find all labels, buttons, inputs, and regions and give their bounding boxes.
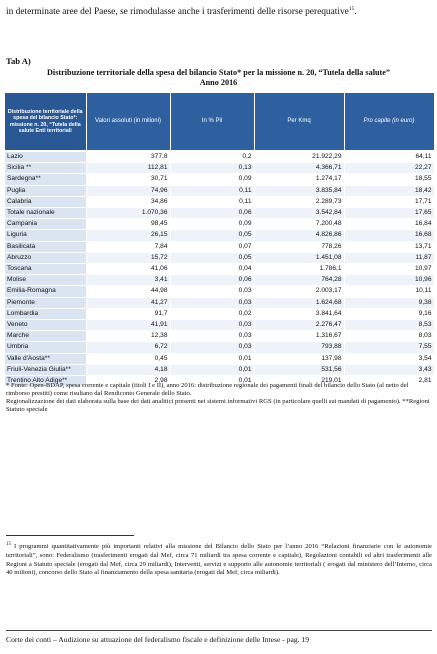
footnote (6, 541, 432, 578)
table-caption-year: Anno 2016 (199, 78, 238, 87)
table-row (5, 185, 434, 196)
region-cell: Piemonte (5, 297, 86, 308)
value-cell: 12,38 (86, 331, 170, 342)
value-cell: 13,71 (344, 241, 434, 252)
value-cell: 17,71 (344, 196, 434, 207)
value-cell: 0,03 (170, 331, 254, 342)
value-cell: 10,97 (344, 264, 434, 275)
value-cell: 11,87 (344, 252, 434, 263)
value-cell: 16,68 (344, 230, 434, 241)
intro-trailing: . (354, 7, 357, 18)
source-line: * Fonte: Open-BDAP, spesa corrente e capitale (titoli I e II), anno 2016: distribuzione regionale dei pagamenti finali del bilancio dello Stato (al netto del rimborso prestiti) come risultano dal Rendiconto Generale dello Stato. (6, 382, 409, 397)
value-cell: 0,13 (170, 163, 254, 174)
value-cell: 0,03 (170, 286, 254, 297)
value-cell: 137,98 (254, 353, 344, 364)
region-cell: Trentino Alto Adige** (5, 376, 86, 387)
region-cell: Calabria (5, 196, 86, 207)
value-cell: 1.786,1 (254, 264, 344, 275)
region-cell: Campania (5, 219, 86, 230)
intro-paragraph (6, 2, 430, 19)
value-cell: 2.276,47 (254, 320, 344, 331)
value-cell: 0,05 (170, 252, 254, 263)
value-cell: 17,65 (344, 208, 434, 219)
value-cell: 18,42 (344, 185, 434, 196)
value-cell: 2,81 (344, 376, 434, 387)
table-row (5, 286, 434, 297)
value-cell: 3,41 (86, 275, 170, 286)
value-cell: 0,05 (170, 230, 254, 241)
value-cell: 0,07 (170, 241, 254, 252)
value-cell: 0,03 (170, 342, 254, 353)
value-cell: 4.366,71 (254, 163, 344, 174)
header-percent-gdp: In % Pil (170, 93, 254, 150)
footnote-divider (6, 535, 134, 536)
value-cell: 3,43 (344, 364, 434, 375)
value-cell: 0,06 (170, 275, 254, 286)
region-cell: Sardegna** (5, 174, 86, 185)
region-cell: Sicilia ** (5, 163, 86, 174)
table-row (5, 252, 434, 263)
region-cell: Veneto (5, 320, 86, 331)
footnote-number: 15 (6, 542, 11, 547)
region-cell: Umbria (5, 342, 86, 353)
value-cell: 778,26 (254, 241, 344, 252)
table-row (5, 264, 434, 275)
table-source-note (6, 382, 432, 414)
value-cell: 0,2 (170, 152, 254, 163)
value-cell: 2,98 (86, 376, 170, 387)
region-cell: Valle d'Aosta** (5, 353, 86, 364)
value-cell: 91,7 (86, 308, 170, 319)
value-cell: 15,72 (86, 252, 170, 263)
value-cell: 26,15 (86, 230, 170, 241)
table-row (5, 308, 434, 319)
value-cell: 41,91 (86, 320, 170, 331)
region-cell: Lombardia (5, 308, 86, 319)
region-cell: Emilia-Romagna (5, 286, 86, 297)
value-cell: 21.922,29 (254, 152, 344, 163)
table-caption: Distribuzione territoriale della spesa del bilancio Stato* per la missione n. 20, “Tutela della salute” (47, 68, 390, 77)
value-cell: 6,72 (86, 342, 170, 353)
value-cell: 793,88 (254, 342, 344, 353)
table-row (5, 364, 434, 375)
region-cell: Molise (5, 275, 86, 286)
value-cell: 219,01 (254, 376, 344, 387)
table-row (5, 353, 434, 364)
value-cell: 0,03 (170, 320, 254, 331)
header-absolute-values: Valori assoluti (in milioni) (86, 93, 170, 150)
footnote-ref[interactable]: 15 (348, 6, 355, 12)
value-cell: 1.070,36 (86, 208, 170, 219)
table-row (5, 331, 434, 342)
value-cell: 112,81 (86, 163, 170, 174)
value-cell: 7,84 (86, 241, 170, 252)
table-row (5, 275, 434, 286)
value-cell: 0,11 (170, 196, 254, 207)
table-row (5, 342, 434, 353)
value-cell: 0,01 (170, 364, 254, 375)
value-cell: 0,09 (170, 174, 254, 185)
region-cell: Liguria (5, 230, 86, 241)
region-cell: Puglia (5, 185, 86, 196)
region-cell: Lazio (5, 152, 86, 163)
region-cell: Basilicata (5, 241, 86, 252)
value-cell: 41,27 (86, 297, 170, 308)
value-cell: 74,96 (86, 185, 170, 196)
value-cell: 8,53 (344, 320, 434, 331)
value-cell: 16,84 (344, 219, 434, 230)
region-cell: Friuli-Venezia Giulia** (5, 364, 86, 375)
value-cell: 0,01 (170, 376, 254, 387)
value-cell: 41,06 (86, 264, 170, 275)
value-cell: 3.835,84 (254, 185, 344, 196)
value-cell: 8,03 (344, 331, 434, 342)
table-row (5, 230, 434, 241)
table-header-row (5, 93, 434, 150)
value-cell: 4.826,86 (254, 230, 344, 241)
source-line: Regionalizzazione dei dati elaborata sulla base dei dati analitici presenti nei sistemi informativi RGS (in particolare quelli sui mandati di pagamento). **Regioni Statuto speciale (6, 398, 430, 413)
value-cell: 0,04 (170, 264, 254, 275)
table-row (5, 196, 434, 207)
value-cell: 64,11 (344, 152, 434, 163)
value-cell: 30,71 (86, 174, 170, 185)
footnote-text: I programmi quantitativamente più importanti relativi alla missione del Bilancio dello Stato per l’anno 2016 “Relazioni finanziarie con le autonomie territoriali”, sono: Federalismo (trasferimenti erogati dal Mef, circa 71 miliardi tra spesa corrente e capitale), Regolazioni contabili ed altri trasferimenti alle Regioni a Statuto speciale (erogati dal Mef, circa 29 miliardi), Interventi, servizi e supporto alle autonomie territoriali ( erogati dal ministero dell’Interno, circa 40 milioni), concorso dello Stato al finanziamento della spesa sanitaria (erogati dal Mef, circa miliardi). (6, 543, 432, 577)
region-cell: Marche (5, 331, 86, 342)
value-cell: 3.841,64 (254, 308, 344, 319)
header-territory: Distribuzione territoriale della spesa del bilancio Stato*: missione n. 20, “Tutela della salute Enti territoriali (5, 93, 86, 150)
value-cell: 0,02 (170, 308, 254, 319)
value-cell: 9,16 (344, 308, 434, 319)
data-table (5, 93, 435, 387)
value-cell: 44,98 (86, 286, 170, 297)
value-cell: 0,06 (170, 208, 254, 219)
value-cell: 764,28 (254, 275, 344, 286)
value-cell: 3.542,84 (254, 208, 344, 219)
value-cell: 10,96 (344, 275, 434, 286)
header-per-capita: Pro capite (in euro) (344, 93, 434, 150)
value-cell: 3,54 (344, 353, 434, 364)
value-cell: 22,27 (344, 163, 434, 174)
value-cell: 2.003,17 (254, 286, 344, 297)
table-row (5, 219, 434, 230)
region-cell: Totale nazionale (5, 208, 86, 219)
value-cell: 18,55 (344, 174, 434, 185)
value-cell: 1.274,17 (254, 174, 344, 185)
region-cell: Abruzzo (5, 252, 86, 263)
value-cell: 1.451,08 (254, 252, 344, 263)
value-cell: 2.289,73 (254, 196, 344, 207)
value-cell: 531,56 (254, 364, 344, 375)
value-cell: 1.624,68 (254, 297, 344, 308)
value-cell: 98,45 (86, 219, 170, 230)
intro-text: in determinate aree del Paese, se rimodulasse anche i trasferimenti delle risorse perequative (6, 7, 349, 18)
value-cell: 10,11 (344, 286, 434, 297)
table-label: Tab A) (6, 56, 31, 66)
table-row (5, 152, 434, 163)
value-cell: 0,03 (170, 297, 254, 308)
table-row (5, 174, 434, 185)
table-row (5, 297, 434, 308)
value-cell: 4,18 (86, 364, 170, 375)
value-cell: 0,01 (170, 353, 254, 364)
page-footer: Corte dei conti – Audizione su attuazione del federalismo fiscale e definizione delle Intese - pag. 19 (6, 630, 432, 645)
table-row (5, 208, 434, 219)
value-cell: 0,09 (170, 219, 254, 230)
value-cell: 0,11 (170, 185, 254, 196)
value-cell: 1.316,67 (254, 331, 344, 342)
value-cell: 7,55 (344, 342, 434, 353)
value-cell: 34,86 (86, 196, 170, 207)
table-row (5, 241, 434, 252)
table-row (5, 320, 434, 331)
table-body (5, 150, 434, 387)
value-cell: 7.200,48 (254, 219, 344, 230)
value-cell: 9,38 (344, 297, 434, 308)
value-cell: 0,45 (86, 353, 170, 364)
region-cell: Toscana (5, 264, 86, 275)
table-row (5, 163, 434, 174)
value-cell: 377,8 (86, 152, 170, 163)
header-per-kmq: Per Kmq (254, 93, 344, 150)
